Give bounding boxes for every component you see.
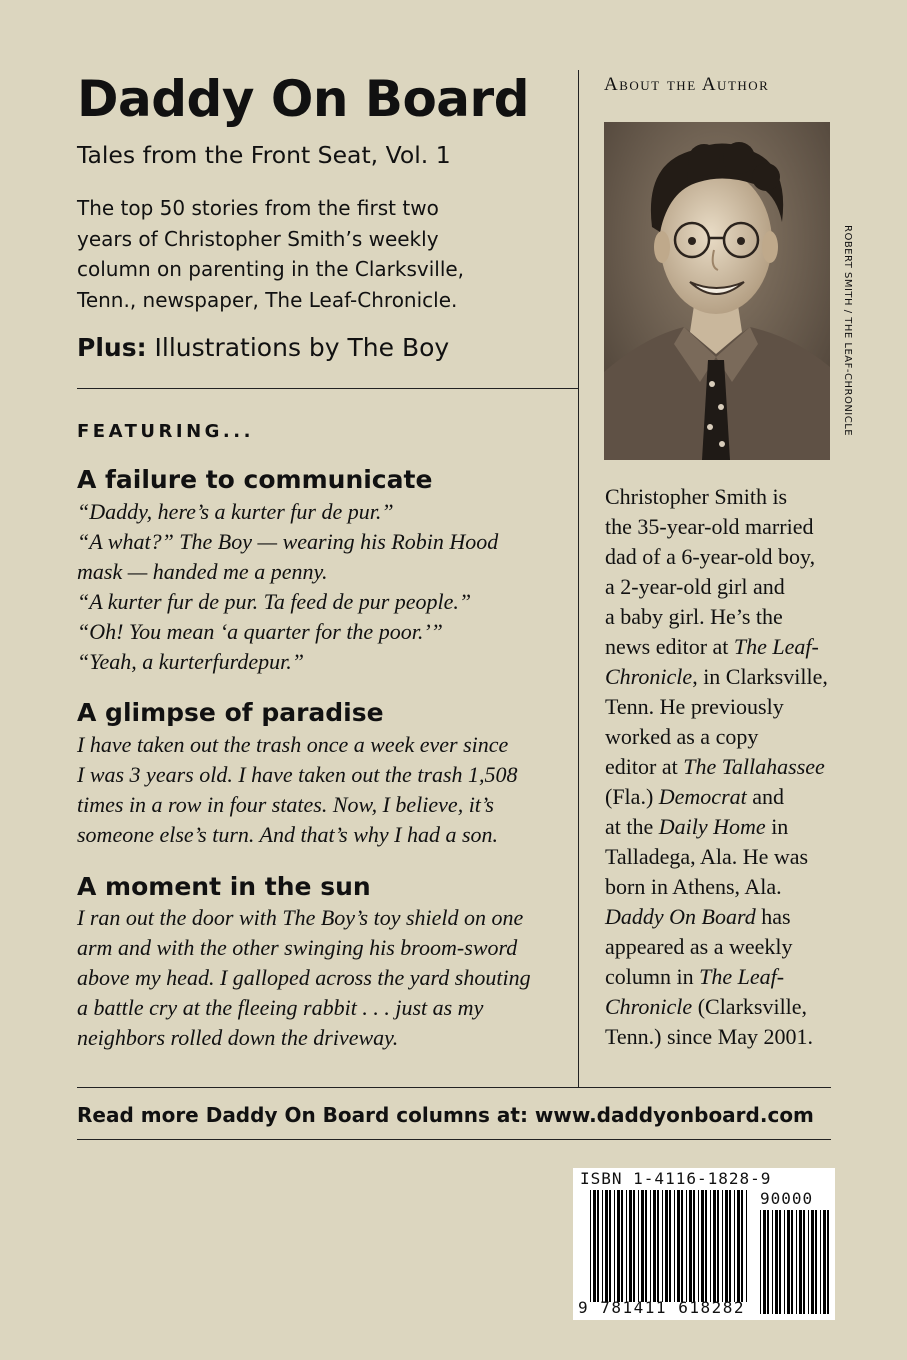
story-body <box>77 497 557 677</box>
bio-segment: dad of a 6-year-old boy, <box>605 544 816 569</box>
story-line: someone else’s turn. And that’s why I had a son. <box>77 822 499 847</box>
featuring-heading: FEATURING... <box>77 421 254 442</box>
bio-line <box>605 782 835 812</box>
barcode-bar <box>779 1210 781 1314</box>
story-line: I ran out the door with The Boy’s toy shield on one <box>77 905 524 930</box>
barcode-bar <box>815 1210 817 1314</box>
barcode-bar <box>597 1190 599 1302</box>
story-body <box>77 730 557 850</box>
story-line: arm and with the other swinging his broom-sword <box>77 935 518 960</box>
ean-barcode-bars <box>590 1190 750 1302</box>
blurb-line: column on parenting in the Clarksville, <box>77 257 465 281</box>
story-line: I have taken out the trash once a week ever since <box>77 732 509 757</box>
barcode-bar <box>775 1210 778 1314</box>
story-line: “Oh! You mean ‘a quarter for the poor.’” <box>77 619 443 644</box>
bio-segment: Talladega, Ala. He was <box>605 844 809 869</box>
barcode-bar <box>689 1190 692 1302</box>
bio-segment: (Clarksville, <box>692 994 808 1019</box>
story-line: mask — handed me a penny. <box>77 559 328 584</box>
barcode-bar <box>820 1210 821 1314</box>
bio-line <box>605 722 835 752</box>
addon-barcode-bars <box>760 1210 830 1314</box>
barcode-bar <box>686 1190 687 1302</box>
blurb-line: Tenn., newspaper, The Leaf-Chronicle. <box>77 287 458 312</box>
bio-line <box>605 632 835 662</box>
barcode-bar <box>746 1190 747 1302</box>
barcode-bar <box>784 1210 785 1314</box>
bio-line <box>605 752 835 782</box>
bio-segment: worked as a copy <box>605 724 759 749</box>
story-line: “A what?” The Boy — wearing his Robin Hood <box>77 529 499 554</box>
barcode-bar <box>662 1190 663 1302</box>
barcode-bar <box>602 1190 603 1302</box>
barcode-bar <box>629 1190 632 1302</box>
price-code: 90000 <box>760 1189 814 1208</box>
story-line: times in a row in four states. Now, I believe, it’s <box>77 792 494 817</box>
bio-segment: , in Clarksville, <box>692 664 828 689</box>
barcode-bar <box>657 1190 659 1302</box>
story-title: A moment in the sun <box>77 872 371 901</box>
bio-italic-segment: The Tallahassee <box>683 754 825 779</box>
barcode-bar <box>791 1210 793 1314</box>
blurb-line: The top 50 stories from the first two <box>77 196 439 220</box>
bio-segment: in <box>765 814 789 839</box>
barcode-bar <box>693 1190 695 1302</box>
bio-segment: and <box>746 784 785 809</box>
barcode-bar <box>590 1190 591 1302</box>
barcode-bar <box>605 1190 608 1302</box>
photo-credit: ROBERT SMITH / THE LEAF-CHRONICLE <box>842 225 853 437</box>
plus-text: Illustrations by The Boy <box>146 333 450 362</box>
barcode-bar <box>717 1190 719 1302</box>
barcode-bar <box>674 1190 675 1302</box>
bio-segment: a 2-year-old girl and <box>605 574 785 599</box>
bio-line <box>605 962 835 992</box>
bio-line <box>605 842 835 872</box>
bio-italic-segment: Chronicle <box>605 664 693 689</box>
bio-line <box>605 602 835 632</box>
bio-italic-segment: Daddy On Board <box>605 904 756 929</box>
bio-segment: editor at <box>605 754 684 779</box>
barcode-bar <box>650 1190 651 1302</box>
bio-italic-segment: Chronicle <box>605 994 693 1019</box>
bio-line <box>605 992 835 1022</box>
barcode-bar <box>698 1190 699 1302</box>
barcode-bar <box>729 1190 731 1302</box>
bio-line <box>605 1022 835 1052</box>
story-title: A failure to communicate <box>77 465 433 494</box>
story-body <box>77 903 557 1053</box>
barcode-bar <box>641 1190 644 1302</box>
story-line: above my head. I galloped across the yard shouting <box>77 965 531 990</box>
bio-segment: (Fla.) <box>605 784 659 809</box>
plus-label: Plus: <box>77 333 147 362</box>
barcode-bar <box>638 1190 639 1302</box>
barcode-bar <box>803 1210 805 1314</box>
blurb-line: years of Christopher Smith’s weekly <box>77 226 439 251</box>
bio-italic-segment: The Leaf- <box>733 634 819 659</box>
barcode-bar <box>787 1210 790 1314</box>
divider-top-left <box>77 388 578 389</box>
bio-italic-segment: Daily Home <box>658 814 766 839</box>
story-line: “Daddy, here’s a kurter fur de pur.” <box>77 499 394 524</box>
barcode-bar <box>811 1210 814 1314</box>
story-line: “Yeah, a kurterfurdepur.” <box>77 649 304 674</box>
barcode-bar <box>796 1210 797 1314</box>
story-line: a battle cry at the fleeing rabbit . . . just as my <box>77 995 484 1020</box>
barcode-bar <box>710 1190 711 1302</box>
barcode-bar <box>701 1190 704 1302</box>
about-author-heading: About the Author <box>604 74 770 95</box>
bio-segment: the 35-year-old married <box>605 514 814 539</box>
bio-segment: Tenn. He previously <box>605 694 784 719</box>
barcode-bar <box>617 1190 620 1302</box>
bio-line <box>605 542 835 572</box>
book-blurb <box>77 193 547 315</box>
barcode-bar <box>763 1210 766 1314</box>
barcode-bar <box>609 1190 611 1302</box>
barcode-bar <box>626 1190 627 1302</box>
barcode-bar <box>722 1190 723 1302</box>
read-more-line: Read more Daddy On Board columns at: www.daddyonboard.com <box>77 1103 814 1127</box>
plus-line <box>77 330 449 366</box>
bio-line <box>605 932 835 962</box>
barcode-bar <box>705 1190 707 1302</box>
barcode-bar <box>653 1190 656 1302</box>
bio-line <box>605 902 835 932</box>
bio-segment: has <box>755 904 791 929</box>
barcode-bar <box>772 1210 773 1314</box>
story-line: “A kurter fur de pur. Ta feed de pur people.” <box>77 589 472 614</box>
barcode-bar <box>593 1190 596 1302</box>
bio-line <box>605 812 835 842</box>
bio-line <box>605 662 835 692</box>
bio-segment: a baby girl. He’s the <box>605 604 783 629</box>
author-bio <box>605 482 835 1052</box>
barcode-bar <box>669 1190 671 1302</box>
barcode-bar <box>677 1190 680 1302</box>
barcode-bar <box>760 1210 761 1314</box>
bio-segment: news editor at <box>605 634 734 659</box>
bio-segment: appeared as a weekly <box>605 934 793 959</box>
barcode-bar <box>827 1210 829 1314</box>
barcode-bar <box>823 1210 826 1314</box>
author-portrait-image <box>604 122 830 460</box>
barcode-bar <box>725 1190 728 1302</box>
isbn-text: ISBN 1-4116-1828-9 <box>580 1169 772 1188</box>
barcode-bar <box>737 1190 740 1302</box>
barcode-bar <box>741 1190 743 1302</box>
barcode-bar <box>767 1210 769 1314</box>
barcode-bar <box>681 1190 683 1302</box>
barcode-bar <box>734 1190 735 1302</box>
column-divider <box>578 70 579 1088</box>
barcode-bar <box>621 1190 623 1302</box>
barcode-bar <box>713 1190 716 1302</box>
ean-digits: 9 781411 618282 <box>578 1298 745 1317</box>
book-subtitle: Tales from the Front Seat, Vol. 1 <box>77 141 451 169</box>
bio-segment: Christopher Smith is <box>605 484 788 509</box>
bio-line <box>605 692 835 722</box>
bio-italic-segment: Democrat <box>658 784 747 809</box>
divider-bottom-upper <box>77 1087 831 1088</box>
bio-line <box>605 872 835 902</box>
bio-segment: born in Athens, Ala. <box>605 874 782 899</box>
bio-segment: Tenn.) since May 2001. <box>605 1024 814 1049</box>
story-title: A glimpse of paradise <box>77 698 384 727</box>
bio-italic-segment: The Leaf- <box>699 964 785 989</box>
barcode-bar <box>633 1190 635 1302</box>
bio-line <box>605 572 835 602</box>
bio-line <box>605 512 835 542</box>
story-line: I was 3 years old. I have taken out the trash 1,508 <box>77 762 518 787</box>
author-photo <box>604 122 830 460</box>
barcode-bar <box>665 1190 668 1302</box>
story-line: neighbors rolled down the driveway. <box>77 1025 399 1050</box>
divider-bottom-lower <box>77 1139 831 1140</box>
bio-segment: column in <box>605 964 700 989</box>
bio-line <box>605 482 835 512</box>
book-title: Daddy On Board <box>77 70 529 128</box>
barcode-bar <box>614 1190 615 1302</box>
barcode-bar <box>799 1210 802 1314</box>
barcode-bar <box>808 1210 809 1314</box>
barcode-bar <box>645 1190 647 1302</box>
bio-segment: at the <box>605 814 659 839</box>
